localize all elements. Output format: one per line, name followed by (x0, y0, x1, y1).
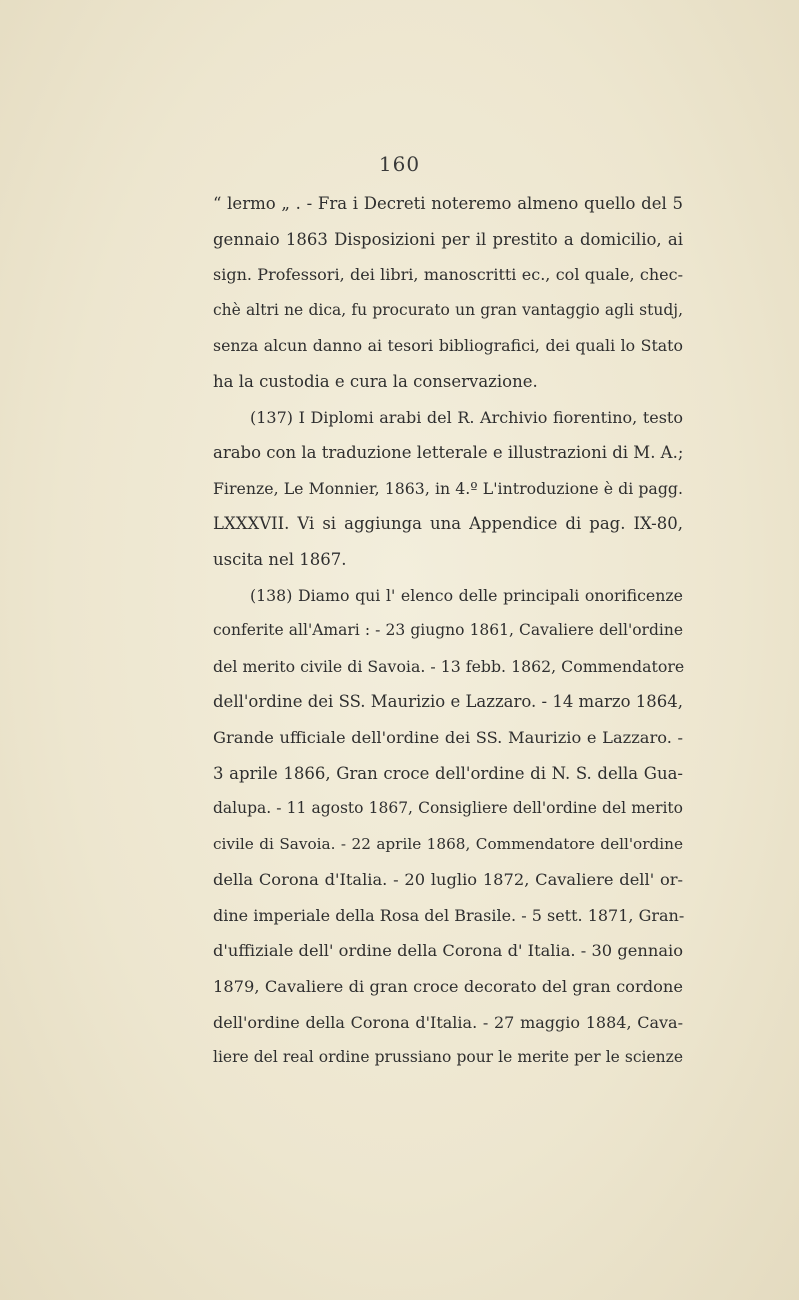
text-line: Firenze, Le Monnier, 1863, in 4.º L'introduzione è di pagg. (213, 478, 683, 498)
text-line: dalupa. - 11 agosto 1867, Consigliere dell'ordine del merito (213, 799, 683, 818)
text-line: ha la custodia e cura la conservazione. (213, 371, 538, 391)
text-line: chè altri ne dica, fu procurato un gran vantaggio agli studj, (213, 300, 683, 319)
text-line: dell'ordine dei SS. Maurizio e Lazzaro. - 14 marzo 1864, (213, 692, 684, 712)
text-line: dell'ordine della Corona d'Italia. - 27 maggio 1884, Cava- (213, 1012, 683, 1032)
text-line: civile di Savoia. - 22 aprile 1868, Commendatore dell'ordine (213, 834, 683, 853)
page-number: 160 (378, 152, 421, 176)
footnote-138-line: (138) Diamo qui l' elenco delle principali onorificenze (250, 585, 683, 605)
text-line: LXXXVII. Vi si aggiunga una Appendice di pag. IX-80, (213, 514, 683, 534)
text-line: “ lermo „ . - Fra i Decreti noteremo almeno quello del 5 (213, 194, 683, 213)
text-line: dine imperiale della Rosa del Brasile. - 5 sett. 1871, Gran- (213, 905, 685, 925)
text-line: 3 aprile 1866, Gran croce dell'ordine di N. S. della Gua- (213, 763, 683, 783)
footnote-137-line: (137) I Diplomi arabi del R. Archivio fiorentino, testo (250, 407, 683, 427)
text-line: gennaio 1863 Disposizioni per il prestito a domicilio, ai (213, 229, 683, 249)
text-line: senza alcun danno ai tesori bibliografici, dei quali lo Stato (213, 336, 683, 356)
text-line: del merito civile di Savoia. - 13 febb. 1862, Commendatore (213, 656, 685, 676)
text-line: sign. Professori, dei libri, manoscritti ec., col quale, chec- (213, 265, 683, 285)
text-line: d'uffiziale dell' ordine della Corona d' Italia. - 30 gennaio (213, 941, 683, 961)
text-line: della Corona d'Italia. - 20 luglio 1872, Cavaliere dell' or- (213, 870, 683, 890)
text-line: 1879, Cavaliere di gran croce decorato del gran cordone (213, 977, 683, 997)
text-line: arabo con la traduzione letterale e illustrazioni di M. A.; (213, 443, 684, 463)
text-line: conferite all'Amari : - 23 giugno 1861, Cavaliere dell'ordine (213, 621, 683, 640)
text-line: Grande ufficiale dell'ordine dei SS. Maurizio e Lazzaro. - (213, 727, 683, 747)
text-line: liere del real ordine prussiano pour le merite per le scienze (213, 1048, 683, 1067)
body-text (213, 186, 683, 1076)
text-line: uscita nel 1867. (213, 549, 347, 569)
